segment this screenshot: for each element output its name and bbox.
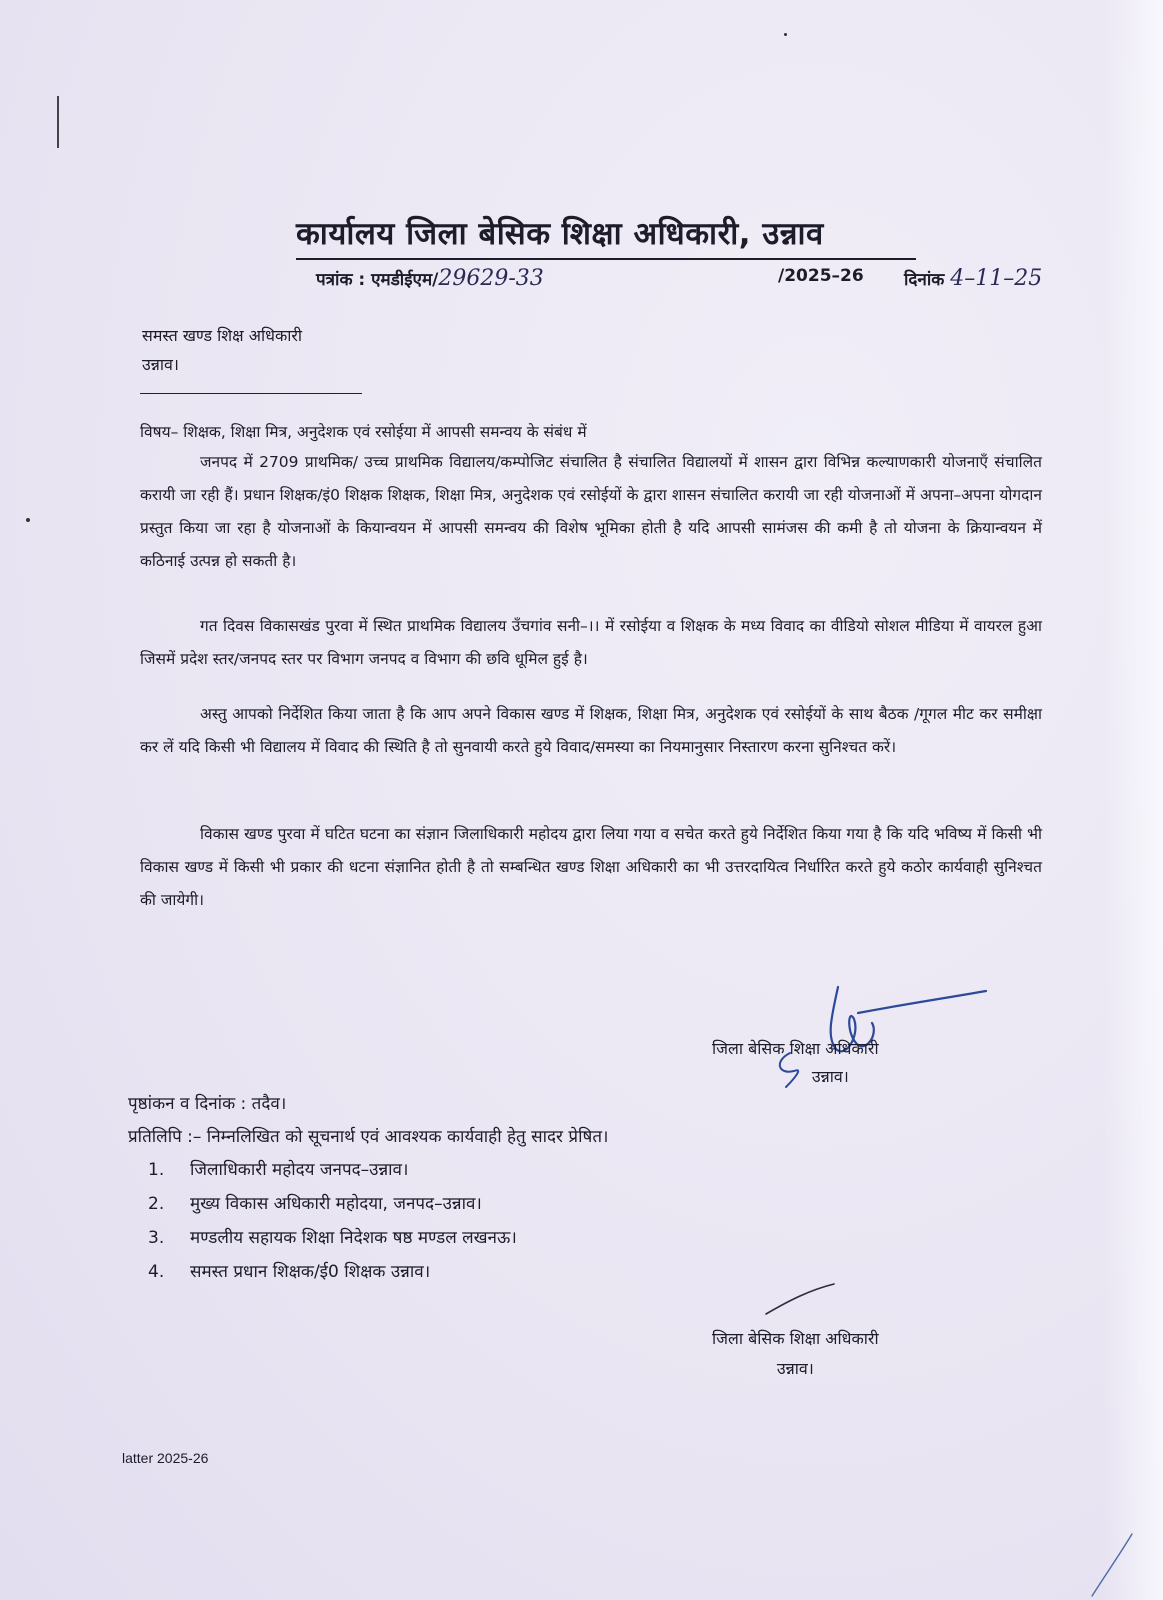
list-item: 1. जिलाधिकारी महोदय जनपद–उन्नाव।: [148, 1160, 409, 1180]
date-field: [904, 266, 1042, 291]
copy-to-heading: प्रतिलिपि :– निम्नलिखित को सूचनार्थ एवं आवश्यक कार्यवाही हेतु सादर प्रेषित।: [128, 1127, 609, 1147]
stray-dot: [784, 33, 787, 36]
list-item: 3. मण्डलीय सहायक शिक्षा निदेशक षष्ठ मण्डल लखनऊ।: [148, 1228, 517, 1248]
addressee-line-2: उन्नाव।: [142, 355, 179, 374]
list-item: 2. मुख्य विकास अधिकारी महोदया, जनपद–उन्नाव।: [148, 1194, 482, 1214]
endorsement-line: पृष्ठांकन व दिनांक : तदैव।: [128, 1094, 287, 1114]
reference-number-handwritten: 29629-33: [438, 266, 544, 291]
stray-dot: [26, 518, 30, 522]
date-handwritten: 4–11–25: [950, 266, 1043, 291]
divider-rule: [140, 393, 362, 394]
signatory-place: उन्नाव।: [811, 1067, 849, 1086]
body-paragraph-3: अस्तु आपको निर्देशित किया जाता है कि आप अपने विकास खण्ड में शिक्षक, शिक्षा मित्र, अनुदेशक एवं रसोईयों के साथ बैठक /गूगल मीट कर समीक्षा कर लें यदि किसी भी विद्यालय में विवाद की स्थिति है तो सुनवायी करते हुये विवाद/समस्या का नियमानुसार निस्तारण करना सुनिश्चत करें।: [140, 705, 1042, 756]
body-paragraph-2: गत दिवस विकासखंड पुरवा में स्थित प्राथमिक विद्यालय उँचगांव सनी–।। में रसोईया व शिक्षक के मध्य विवाद का वीडियो सोशल मीडिया में वायरल हुआ जिसमें प्रदेश स्तर/जनपद स्तर पर विभाग जनपद व विभाग की छवि धूमिल हुई है।: [140, 617, 1042, 668]
signatory-designation: जिला बेसिक शिक्षा अधिकारी: [712, 1039, 879, 1058]
list-item: 4. समस्त प्रधान शिक्षक/ई0 शिक्षक उन्नाव।: [148, 1262, 431, 1282]
margin-mark: [57, 96, 59, 148]
body-paragraph-4: विकास खण्ड पुरवा में घटित घटना का संज्ञान जिलाधिकारी महोदय द्वारा लिया गया व सचेत करते हुये निर्देशित किया गया है कि यदि भविष्य में किसी भी विकास खण्ड में किसी भी प्रकार की धटना संज्ञानित होती है तो सम्बन्धित खण्ड शिक्षा अधिकारी का भी उत्तरदायित्व निर्धारित करते हुये कठोर कार्यवाही सुनिश्चत की जायेगी।: [140, 825, 1042, 909]
reference-year: /2025–26: [778, 266, 864, 286]
office-title: कार्यालय जिला बेसिक शिक्षा अधिकारी, उन्नाव: [296, 212, 916, 260]
reference-number: [316, 266, 544, 291]
signature-block-2: [712, 1327, 879, 1379]
footer-note: latter 2025-26: [122, 1450, 209, 1466]
scan-edge-shade: [1103, 0, 1163, 1600]
initial-mark: [760, 1280, 840, 1320]
letter-subject: विषय– शिक्षक, शिक्षा मित्र, अनुदेशक एवं रसोईया में आपसी समन्वय के संबंध में: [140, 423, 587, 441]
body-paragraph-1: जनपद में 2709 प्राथमिक/ उच्च प्राथमिक विद्यालय/कम्पोजिट संचालित है संचालित विद्यालयों में शासन द्वारा विभिन्न कल्याणकारी योजनाएँ संचालित करायी जा रही हैं। प्रधान शिक्षक/इं0 शिक्षक शिक्षक, शिक्षा मित्र, अनुदेशक एवं रसोईयों के द्वारा शासन संचालित करायी जा रही योजनाओं में अपना–अपना योगदान प्रस्तुत किया जा रहा है योजनाओं के कियान्वयन में आपसी समन्वय की विशेष भूमिका होती है यदि आपसी सामंजस की कमी है तो योजना के क्रियान्वयन में कठिनाई उत्पन्न हो सकती है।: [140, 453, 1043, 570]
corner-mark: [1086, 1530, 1136, 1600]
signature-block-1: [712, 1037, 879, 1087]
signatory-designation: जिला बेसिक शिक्षा अधिकारी: [712, 1329, 879, 1348]
reference-label: पत्रांक : एमडीईएम/: [316, 270, 439, 290]
addressee-line-1: समस्त खण्ड शिक्ष अधिकारी: [142, 326, 303, 345]
date-label: दिनांक: [904, 270, 945, 290]
signatory-place: उन्नाव।: [776, 1359, 814, 1378]
copy-recipient-list: [148, 1157, 517, 1293]
